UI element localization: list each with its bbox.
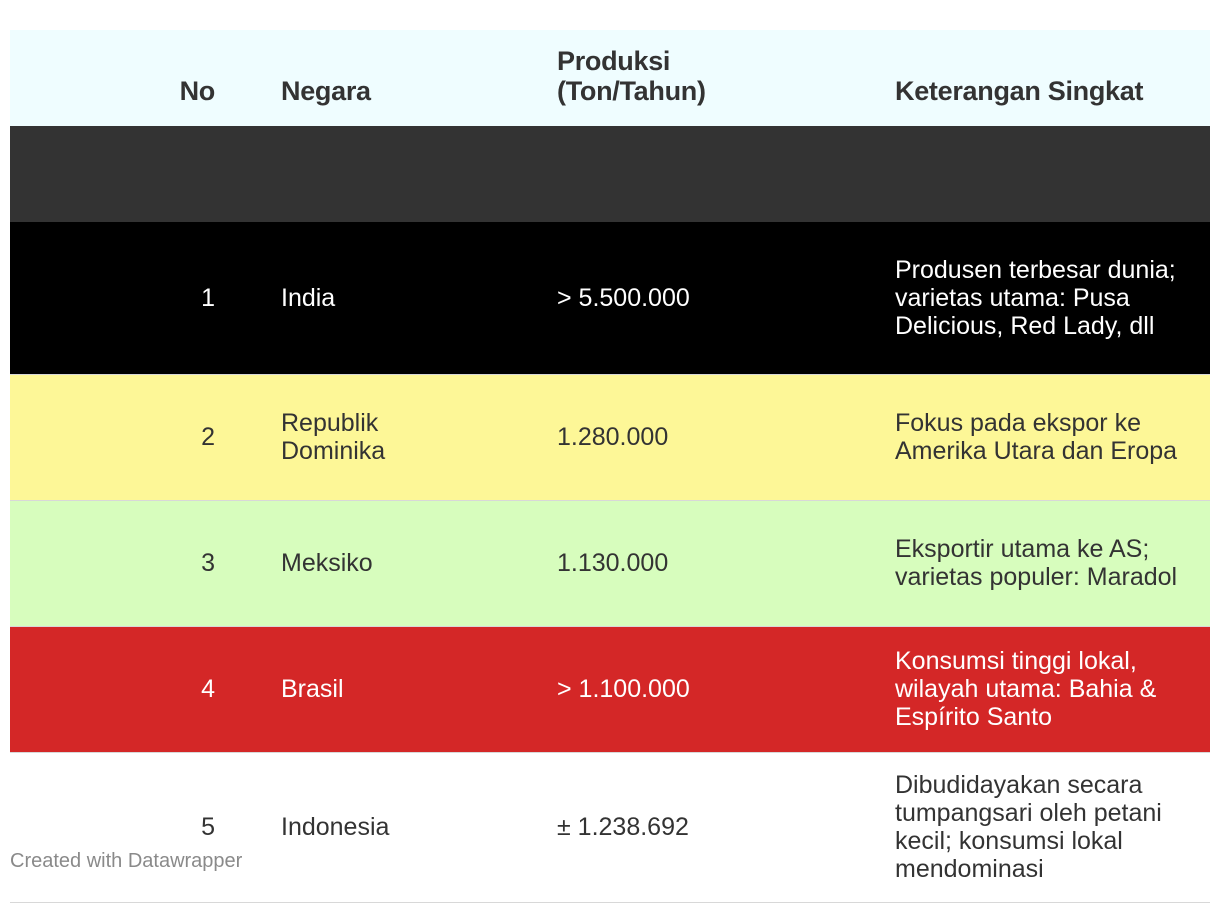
- cell-description: Fokus pada ekspor ke Amerika Utara dan Eropa: [895, 409, 1178, 465]
- header-no[interactable]: No: [179, 76, 215, 106]
- cell-no: 5: [201, 813, 215, 841]
- cell-no: 2: [201, 423, 215, 451]
- table-row: [10, 500, 1210, 626]
- cell-production: > 5.500.000: [557, 283, 690, 312]
- table-row: [10, 222, 1210, 374]
- data-table-container: [10, 30, 1210, 903]
- cell-country: Indonesia: [281, 813, 390, 841]
- cell-description: Produsen terbesar dunia; varietas utama: Pusa Delicious, Red Lady, dll: [895, 255, 1176, 340]
- cell-production: > 1.100.000: [557, 675, 690, 703]
- header-country[interactable]: Negara: [281, 76, 371, 106]
- cell-description: Dibudidayakan secara tumpangsari oleh petani kecil; konsumsi lokal mendominasi: [895, 771, 1162, 883]
- header-production-line2: (Ton/Tahun): [557, 76, 706, 106]
- footer-credit[interactable]: Created with Datawrapper: [10, 850, 243, 872]
- cell-country: Meksiko: [281, 549, 373, 577]
- cell-country: Brasil: [281, 675, 344, 703]
- cell-country: Republik Dominika: [281, 409, 386, 465]
- header-production-line1: Produksi: [557, 46, 671, 76]
- table-header-row: [10, 30, 1210, 126]
- table-row: [10, 374, 1210, 500]
- papaya-production-table: [10, 30, 1210, 903]
- table-body: [10, 222, 1210, 902]
- header-divider: [10, 126, 1210, 222]
- cell-production: ± 1.238.692: [557, 813, 689, 841]
- table-row: [10, 626, 1210, 752]
- cell-description: Eksportir utama ke AS; varietas populer: Maradol: [895, 535, 1178, 591]
- cell-production: 1.280.000: [557, 423, 669, 451]
- cell-country: India: [281, 283, 336, 312]
- cell-production: 1.130.000: [557, 549, 669, 577]
- cell-description: Konsumsi tinggi lokal, wilayah utama: Bahia & Espírito Santo: [895, 647, 1157, 731]
- cell-no: 1: [201, 283, 215, 312]
- cell-no: 4: [201, 675, 215, 703]
- cell-no: 3: [201, 549, 215, 577]
- header-production[interactable]: [491, 30, 829, 126]
- table-row: [10, 752, 1210, 902]
- header-description[interactable]: Keterangan Singkat: [895, 76, 1144, 106]
